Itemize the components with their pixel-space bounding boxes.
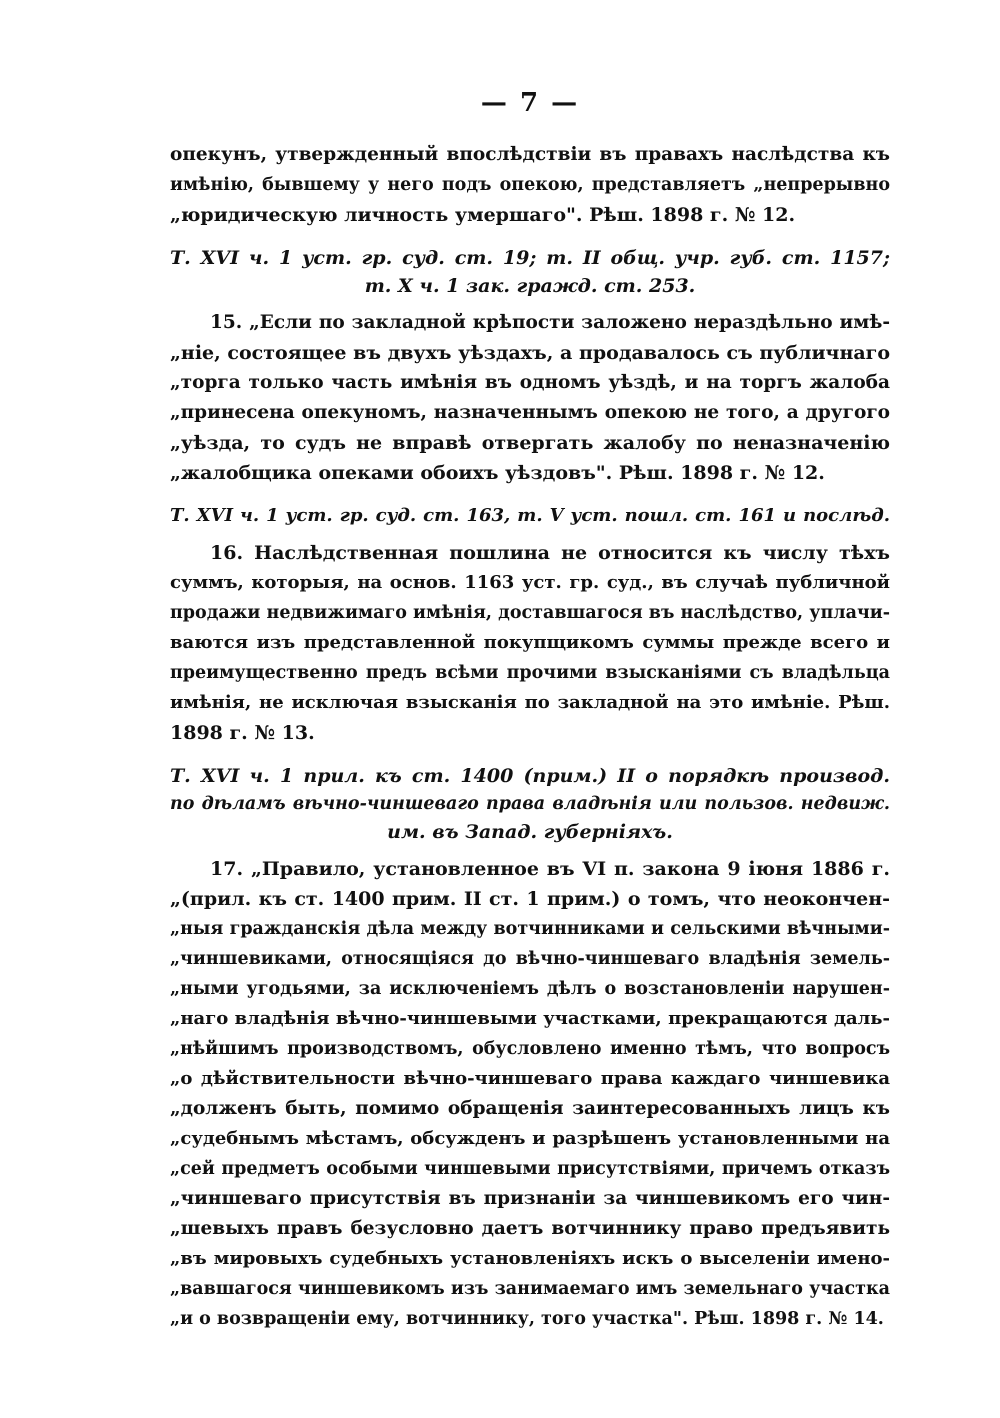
text-line: имѣнія, не исключая взысканія по закладной на это имѣніе. Рѣш. <box>170 692 890 713</box>
reference-line: им. въ Запад. губерніяхъ. <box>387 821 673 843</box>
legal-reference-1 <box>170 244 890 300</box>
page-number: — 7 — <box>480 88 580 118</box>
text-line: имѣнію, бывшему у него подъ опекою, представляетъ „непрерывно <box>170 175 890 195</box>
text-line: „о дѣйствительности вѣчно-чиншеваго права каждаго чиншевика <box>170 1068 890 1089</box>
legal-reference-3 <box>170 762 890 846</box>
text-line: „чиншевиками, относящіяся до вѣчно-чиншеваго владѣнія земель- <box>170 949 890 969</box>
text-line: „и о возвращеніи ему, вотчиннику, того участка". Рѣш. 1898 г. № 14. <box>170 1309 884 1329</box>
text-line: „судебнымъ мѣстамъ, обсужденъ и разрѣшенъ установленными на <box>170 1128 890 1149</box>
text-line: 17. „Правило, установленное въ VI п. закона 9 іюня 1886 г. <box>210 858 890 880</box>
paragraph-continuation <box>170 140 890 230</box>
reference-line: Т. XVI ч. 1 прил. къ ст. 1400 (прим.) II о порядкѣ производ. <box>170 765 890 787</box>
text-line: „торга только часть имѣнія въ одномъ уѣздѣ, и на торгъ жалоба <box>170 372 890 393</box>
text-line: „(прил. къ ст. 1400 прим. II ст. 1 прим.) о томъ, что неокончен- <box>170 888 890 910</box>
text-line: „юридическую личность умершаго". Рѣш. 1898 г. № 12. <box>170 204 796 226</box>
reference-line: Т. XVI ч. 1 уст. гр. суд. ст. 19; т. II общ. учр. губ. ст. 1157; <box>170 247 890 269</box>
text-line: „наго владѣнія вѣчно-чиншевыми участками, прекращаются даль- <box>170 1008 890 1029</box>
text-line: „чиншеваго присутствія въ признаніи за чиншевикомъ его чин- <box>170 1188 890 1209</box>
text-line: „ніе, состоящее въ двухъ уѣздахъ, а продавалось съ публичнаго <box>170 342 890 364</box>
text-line: продажи недвижимаго имѣнія, доставшагося въ наслѣдство, уплачи- <box>170 603 890 623</box>
text-line: „долженъ быть, помимо обращенія заинтересованныхъ лицъ къ <box>170 1098 890 1119</box>
text-line: „принесена опекуномъ, назначеннымъ опекою не того, а другого <box>170 402 890 423</box>
paragraph-17 <box>170 854 890 1334</box>
reference-line: Т. XVI ч. 1 уст. гр. суд. ст. 163, т. V уст. пошл. ст. 161 и послѣд. <box>170 505 890 526</box>
legal-reference-2 <box>170 502 890 530</box>
text-line: „ными угодьями, за исключеніемъ дѣлъ о возстановленіи нарушен- <box>170 979 890 999</box>
text-line: 1898 г. № 13. <box>170 722 315 744</box>
text-line: суммъ, которыя, на основ. 1163 уст. гр. суд., въ случаѣ публичной <box>170 572 890 593</box>
text-line: опекунъ, утвержденный впослѣдствіи въ правахъ наслѣдства къ <box>170 144 890 165</box>
text-line: 16. Наслѣдственная пошлина не относится къ числу тѣхъ <box>210 542 890 564</box>
text-line: „вавшагося чиншевикомъ изъ занимаемаго имъ земельнаго участка <box>170 1279 890 1299</box>
paragraph-16 <box>170 538 890 748</box>
paragraph-15 <box>170 308 890 488</box>
text-line: „въ мировыхъ судебныхъ установленіяхъ искъ о выселеніи имено- <box>170 1248 890 1269</box>
text-line: преимущественно предъ всѣми прочими взысканіями съ владѣльца <box>170 663 890 683</box>
text-line: 15. „Если по закладной крѣпости заложено нераздѣльно имѣ- <box>210 312 890 333</box>
text-line: „сей предметъ особыми чиншевыми присутствіями, причемъ отказъ <box>170 1159 890 1179</box>
text-line: „нѣйшимъ производствомъ, обусловлено именно тѣмъ, что вопросъ <box>170 1039 890 1059</box>
text-line: ваются изъ представленной покупщикомъ суммы прежде всего и <box>170 632 890 653</box>
text-line: „уѣзда, то судъ не вправѣ отвергать жалобу по неназначенію <box>170 432 890 454</box>
text-line: „жалобщика опеками обоихъ уѣздовъ". Рѣш. 1898 г. № 12. <box>170 462 825 484</box>
document-page <box>170 88 890 1334</box>
reference-line: по дѣламъ вѣчно-чиншеваго права владѣнія или пользов. недвиж. <box>170 794 890 814</box>
reference-line: т. X ч. 1 зак. гражд. ст. 253. <box>364 275 696 297</box>
text-line: „ныя гражданскія дѣла между вотчинниками и сельскими вѣчными- <box>170 919 890 939</box>
text-line: „шевыхъ правъ безусловно даетъ вотчиннику право предъявить <box>170 1218 890 1239</box>
